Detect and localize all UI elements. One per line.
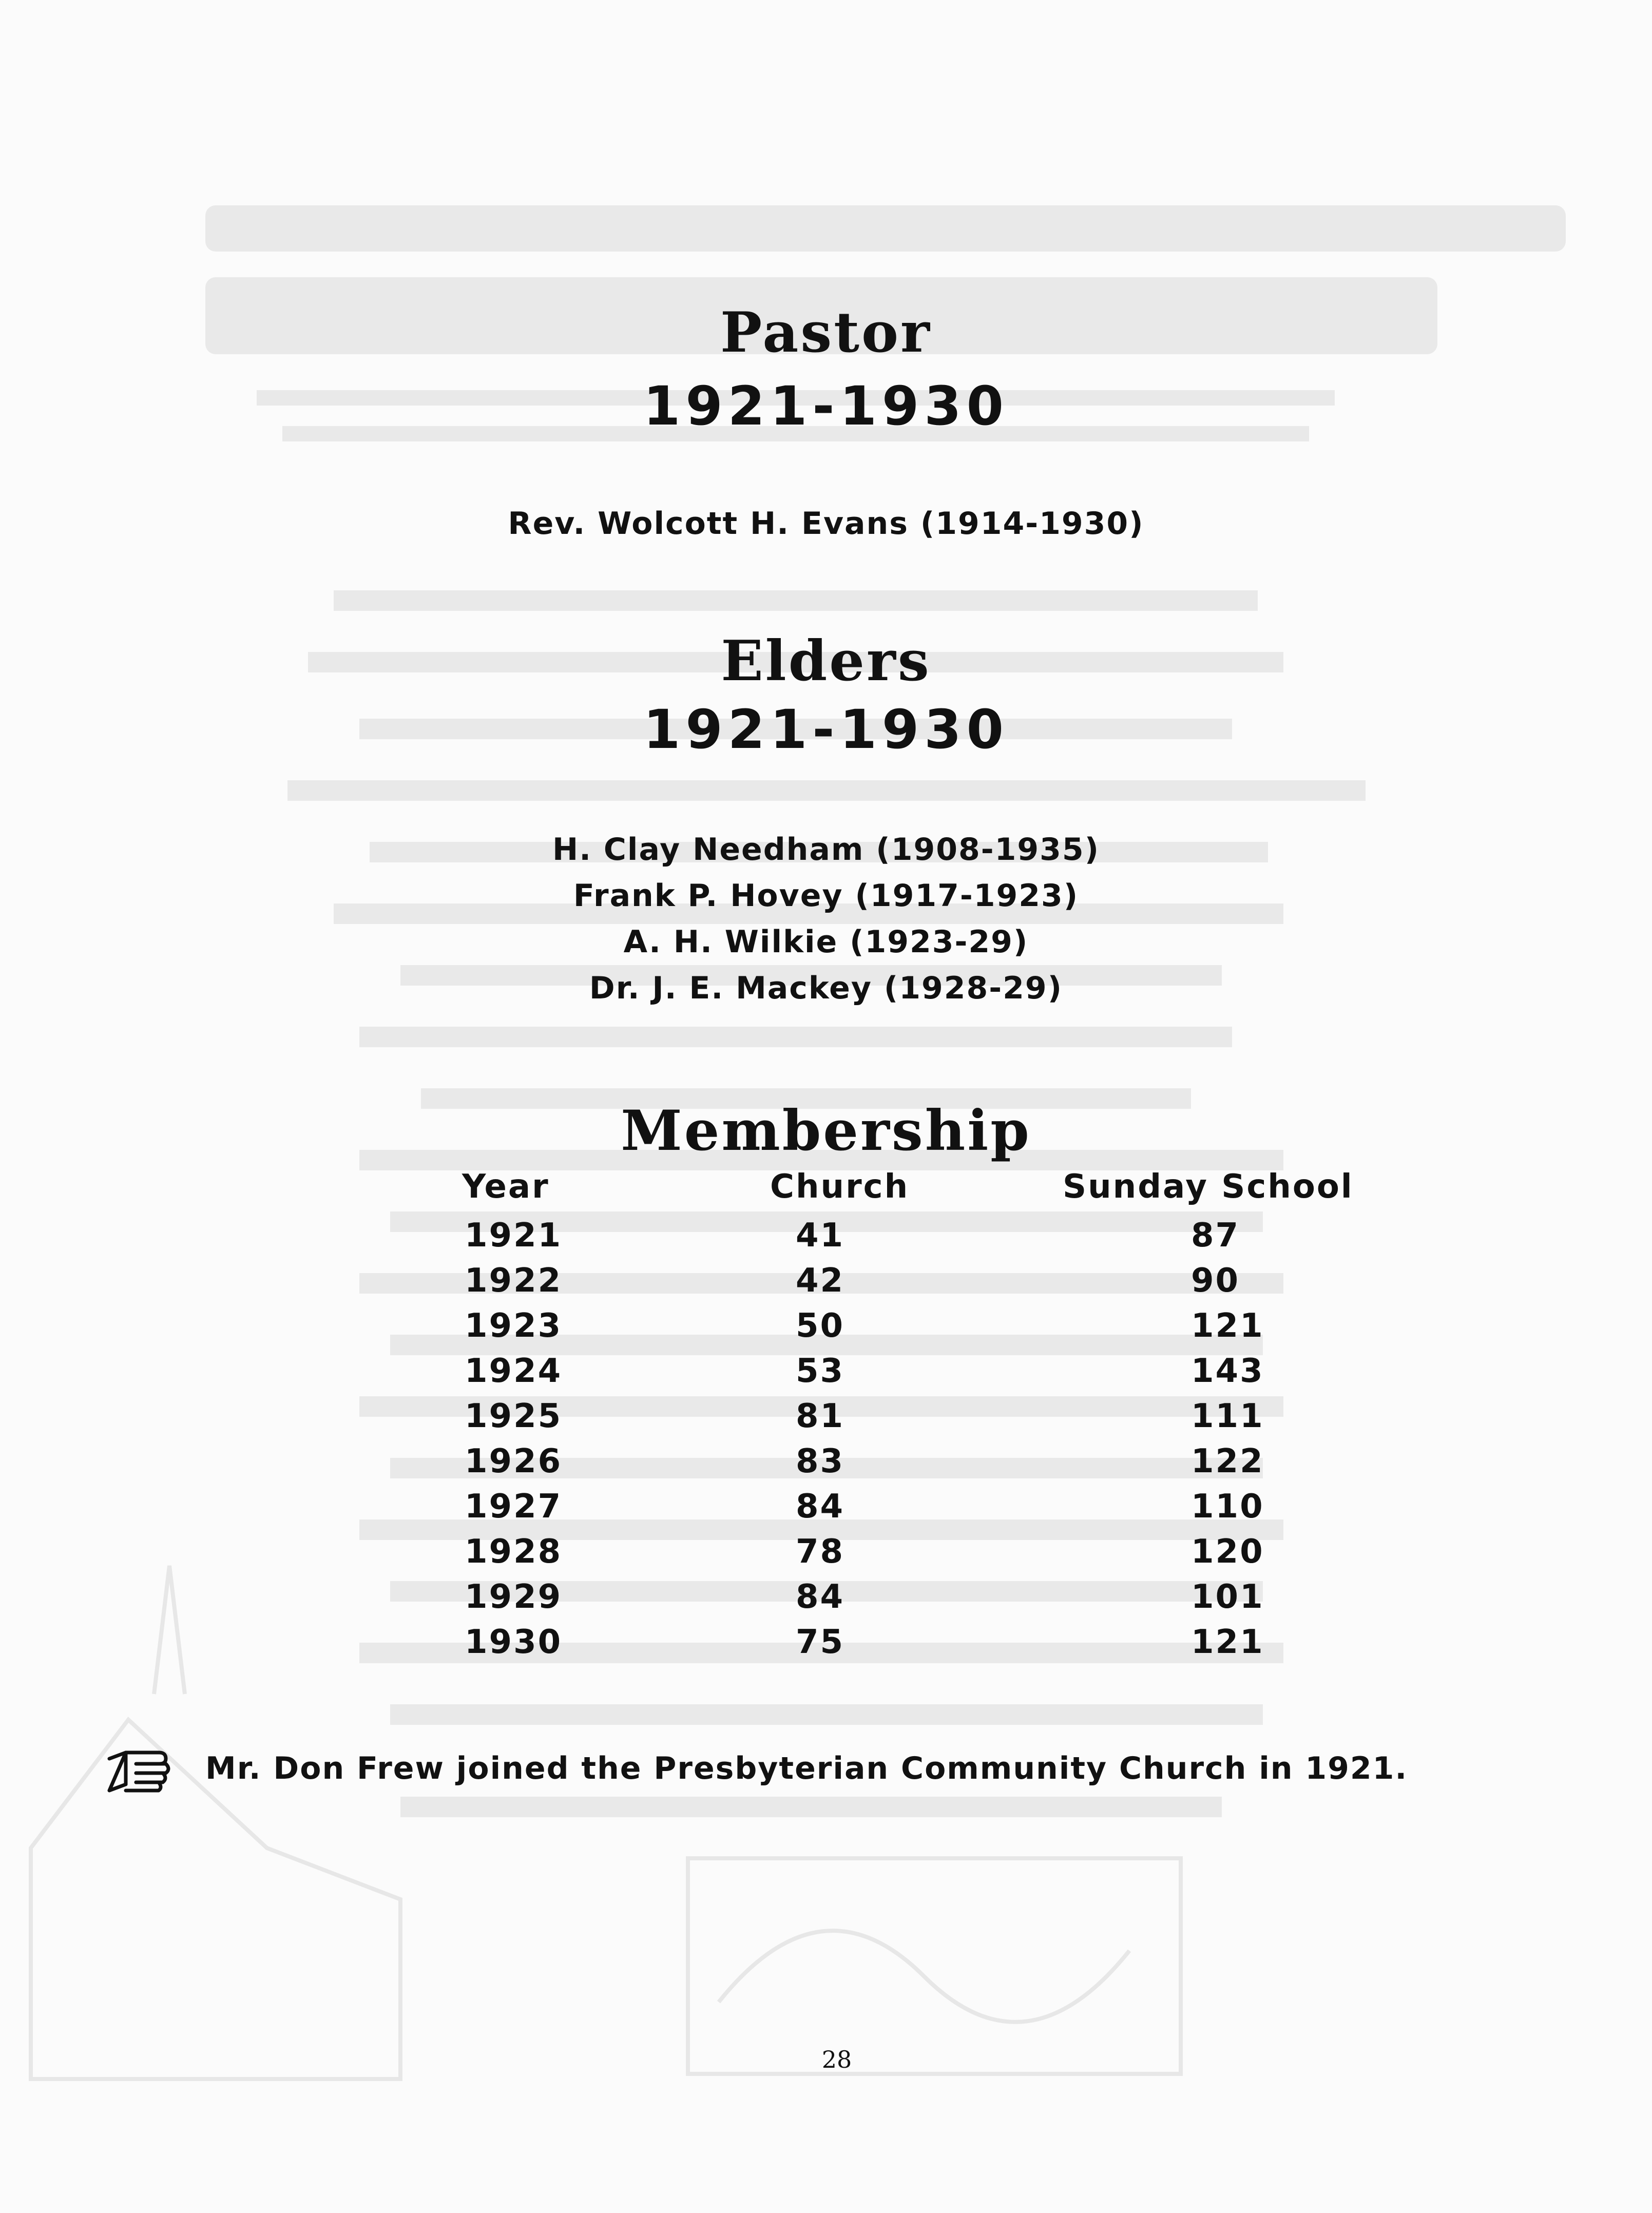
membership-note: Mr. Don Frew joined the Presbyterian Community Church in 1921. <box>205 1750 1408 1786</box>
cell-church: 41 <box>796 1217 845 1255</box>
elder-name: Frank P. Hovey (1917-1923) <box>573 878 1079 914</box>
cell-church: 83 <box>796 1442 845 1480</box>
cell-sunday-school: 121 <box>1191 1307 1264 1345</box>
cell-church: 84 <box>796 1488 845 1526</box>
cell-sunday-school: 111 <box>1191 1397 1264 1435</box>
cell-year: 1928 <box>465 1533 563 1571</box>
page-number: 28 <box>821 2046 852 2073</box>
cell-church: 50 <box>796 1307 845 1345</box>
cell-year: 1921 <box>465 1217 563 1255</box>
pastor-heading: Pastor <box>720 300 932 365</box>
cell-year: 1922 <box>465 1262 563 1300</box>
pastor-name: Rev. Wolcott H. Evans (1914-1930) <box>508 506 1144 542</box>
cell-church: 42 <box>796 1262 845 1300</box>
cell-year: 1930 <box>465 1623 563 1661</box>
elder-name: H. Clay Needham (1908-1935) <box>552 832 1100 868</box>
cell-year: 1923 <box>465 1307 563 1345</box>
cell-church: 75 <box>796 1623 845 1661</box>
column-header-church: Church <box>770 1168 910 1206</box>
cell-year: 1924 <box>465 1352 563 1390</box>
cell-year: 1926 <box>465 1442 563 1480</box>
cell-church: 78 <box>796 1533 845 1571</box>
cell-church: 53 <box>796 1352 845 1390</box>
cell-sunday-school: 101 <box>1191 1578 1264 1616</box>
column-header-sunday-school: Sunday School <box>1063 1168 1354 1206</box>
elder-name: A. H. Wilkie (1923-29) <box>623 924 1029 960</box>
pastor-years: 1921-1930 <box>643 375 1009 437</box>
cell-sunday-school: 87 <box>1191 1217 1240 1255</box>
cell-sunday-school: 143 <box>1191 1352 1264 1390</box>
cell-year: 1929 <box>465 1578 563 1616</box>
cell-year: 1925 <box>465 1397 563 1435</box>
cell-sunday-school: 110 <box>1191 1488 1264 1526</box>
cell-year: 1927 <box>465 1488 563 1526</box>
membership-heading: Membership <box>621 1099 1031 1163</box>
cell-sunday-school: 90 <box>1191 1262 1240 1300</box>
cell-sunday-school: 122 <box>1191 1442 1264 1480</box>
pointing-hand-icon <box>105 1748 182 1795</box>
cell-church: 84 <box>796 1578 845 1616</box>
cell-church: 81 <box>796 1397 845 1435</box>
elders-heading: Elders <box>721 629 931 694</box>
elders-years: 1921-1930 <box>643 698 1009 761</box>
elder-name: Dr. J. E. Mackey (1928-29) <box>589 970 1063 1006</box>
column-header-year: Year <box>462 1168 550 1206</box>
cell-sunday-school: 121 <box>1191 1623 1264 1661</box>
cell-sunday-school: 120 <box>1191 1533 1264 1571</box>
